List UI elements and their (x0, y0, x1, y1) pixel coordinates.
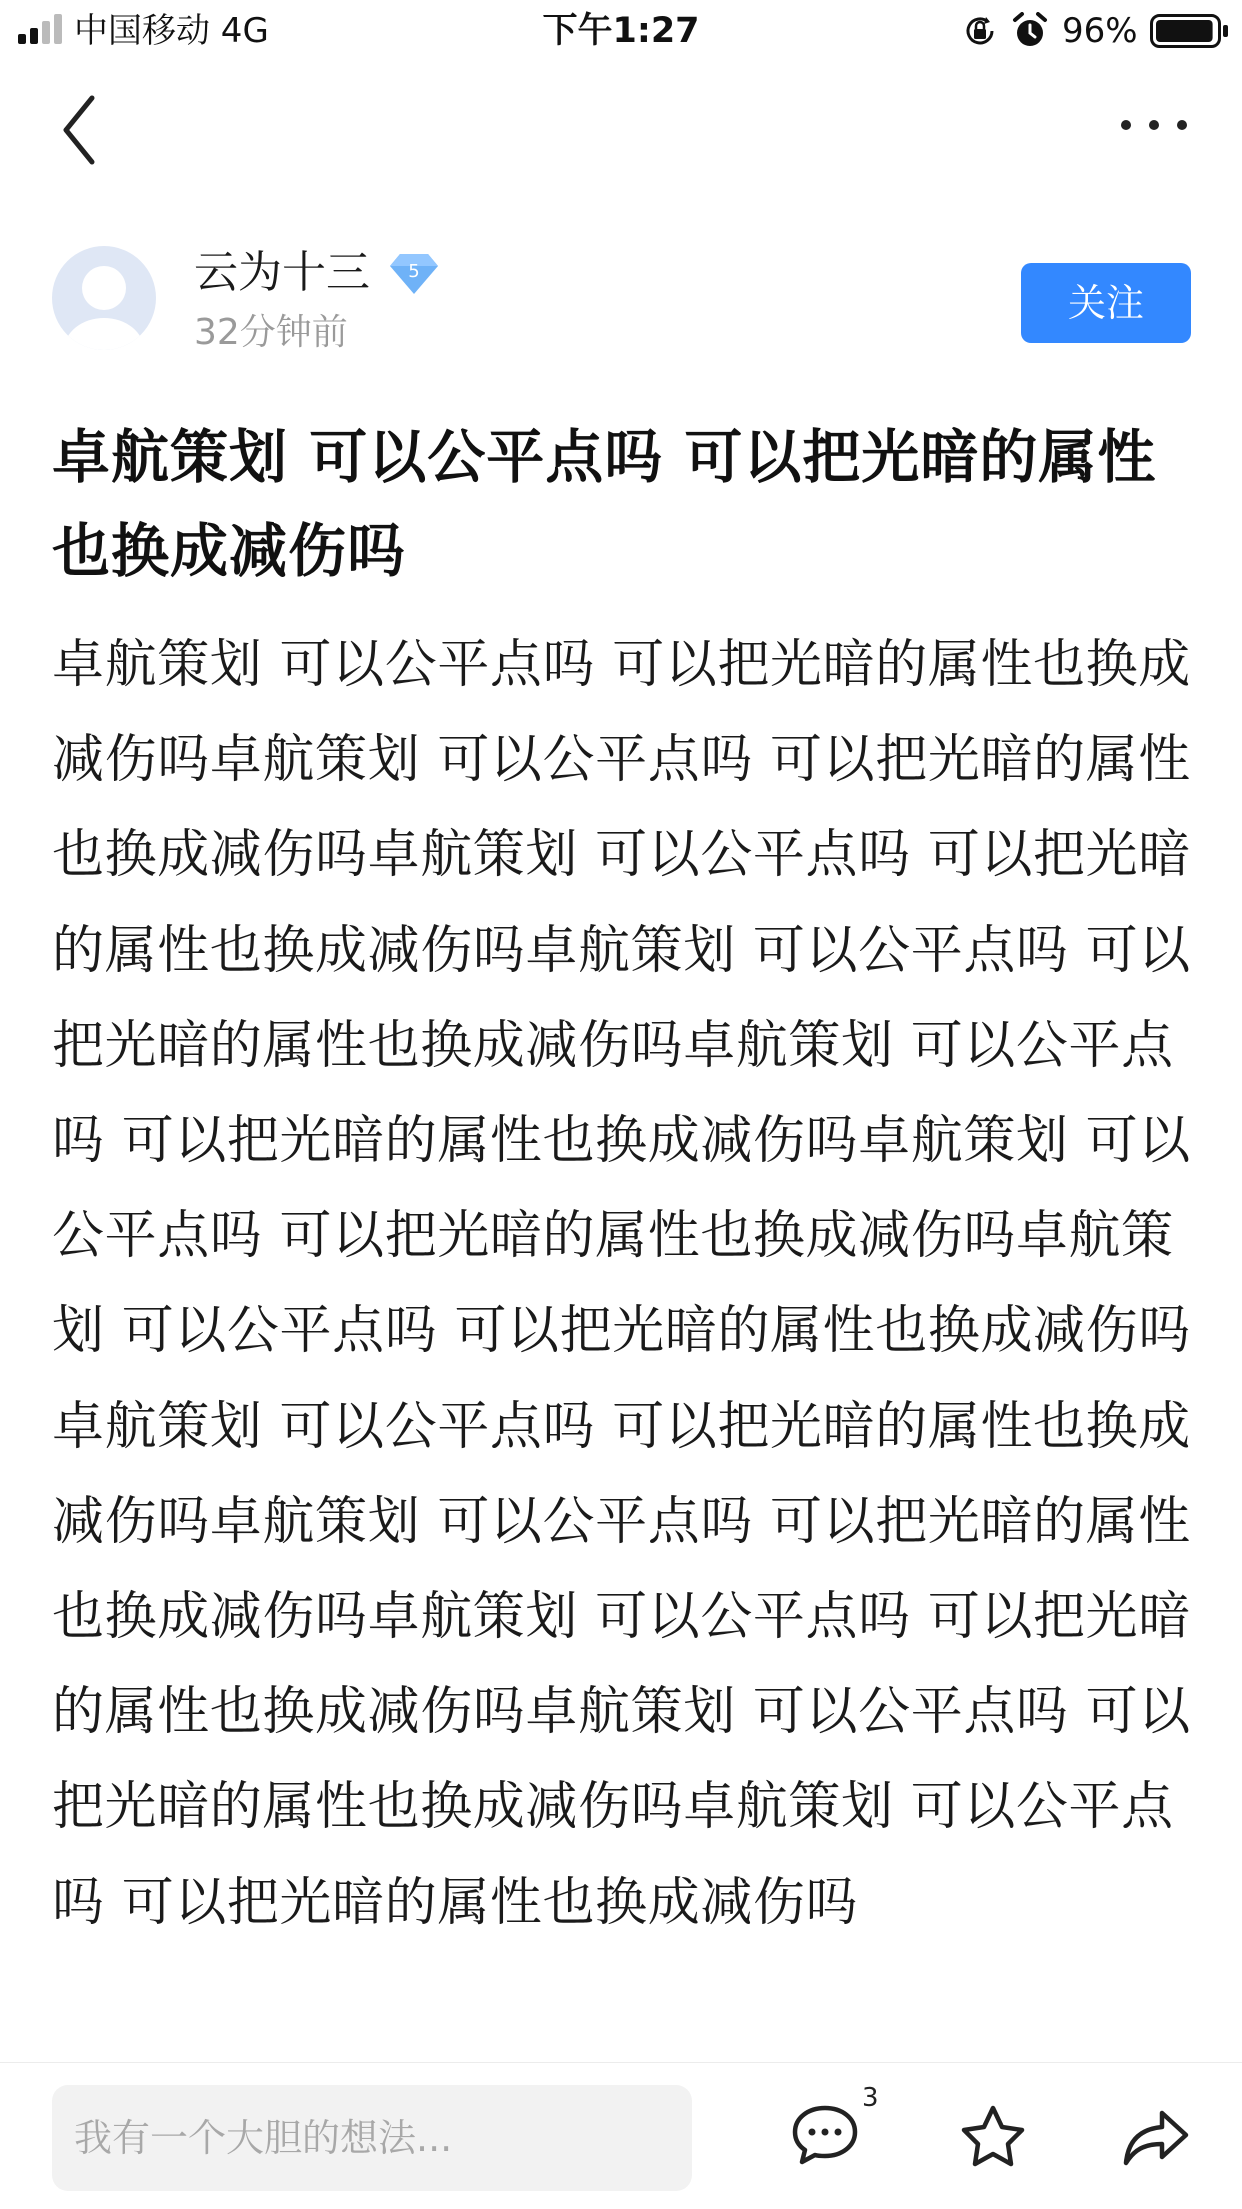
more-icon[interactable] (1118, 112, 1190, 138)
star-icon[interactable] (958, 2103, 1028, 2169)
comment-count: 3 (862, 2083, 879, 2113)
signal-icon (18, 14, 64, 44)
level-badge (390, 250, 438, 296)
post-title: 卓航策划 可以公平点吗 可以把光暗的属性也换成减伤吗 (52, 423, 1157, 585)
comment-icon[interactable] (790, 2103, 860, 2169)
level-number: 5 (408, 261, 420, 282)
alarm-icon (1012, 12, 1048, 50)
follow-button[interactable]: 关注 (1021, 263, 1191, 343)
share-icon[interactable] (1122, 2107, 1190, 2167)
author-name[interactable]: 云为十三 (194, 247, 370, 298)
post-time: 32分钟前 (194, 312, 348, 353)
battery-icon (1150, 14, 1230, 48)
status-bar (0, 0, 1242, 62)
comment-input[interactable] (52, 2085, 692, 2191)
post-body: 卓航策划 可以公平点吗 可以把光暗的属性也换成减伤吗卓航策划 可以公平点吗 可以把光暗的属性也换成减伤吗卓航策划 可以公平点吗 可以把光暗的属性也换成减伤吗卓航策划 可以公平点吗 可以把光暗的属性也换成减伤吗卓航策划 可以公平点吗 可以把光暗的属性也换成减伤吗卓航策划 可以公平点吗 可以把光暗的属性也换成减伤吗卓航策划 可以公平点吗 可以把光暗的属性也换成减伤吗卓航策划 可以公平点吗 可以把光暗的属性也换成减伤吗卓航策划 可以公平点吗 可以把光暗的属性也换成减伤吗卓航策划 可以公平点吗 可以把光暗的属性也换成减伤吗卓航策划 可以公平点吗 可以把光暗的属性也换成减伤吗卓航策划 可以公平点吗 可以把光暗的属性也换成减伤吗 (52, 635, 1191, 1933)
battery-percent: 96% (1062, 11, 1138, 51)
avatar[interactable] (52, 246, 156, 350)
orientation-lock-icon (962, 13, 998, 49)
diamond-badge-icon (390, 250, 438, 296)
bottom-bar (0, 2062, 1242, 2209)
status-time: 下午1:27 (542, 11, 700, 51)
avatar-placeholder-icon (52, 246, 156, 350)
back-icon[interactable] (56, 90, 106, 170)
carrier-label: 中国移动 4G (74, 11, 269, 51)
